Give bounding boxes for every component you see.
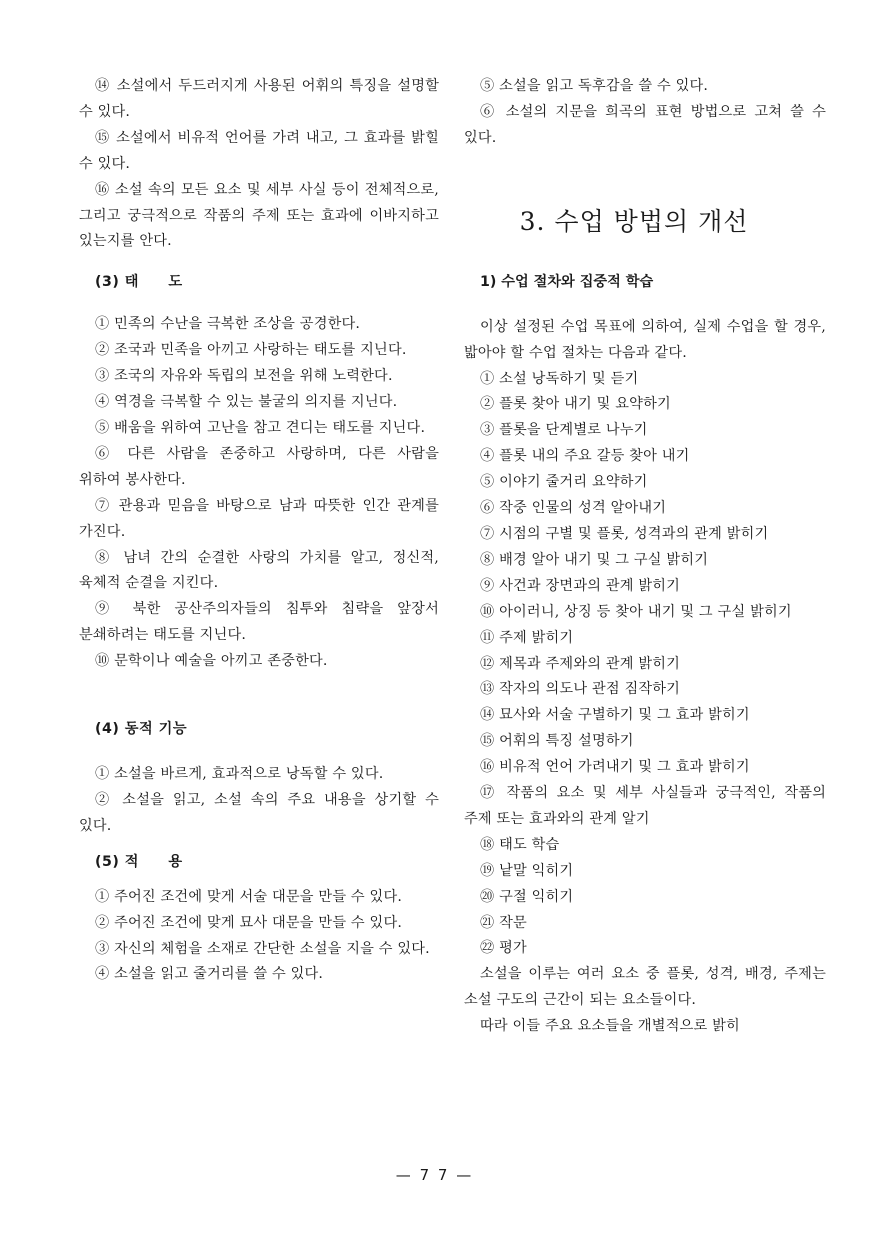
procedure-item: ⑫ 제목과 주제와의 관계 밝히기 bbox=[480, 655, 681, 672]
right-column bbox=[464, 74, 826, 1040]
procedure-item: ⑦ 시점의 구별 및 플롯, 성격과의 관계 밝히기 bbox=[480, 525, 769, 542]
page-number: — 7 7 — bbox=[395, 1166, 474, 1184]
objective-item-14: ⑭ 소설에서 두드러지게 사용된 어휘의 특징을 설명할 수 있다. bbox=[79, 78, 439, 120]
attitude-item: ⑥ 다른 사람을 존중하고 사랑하며, 다른 사람을 위하여 봉사한다. bbox=[79, 445, 439, 488]
procedure-item: ④ 플롯 내의 주요 갈등 찾아 내기 bbox=[480, 448, 690, 465]
attitude-item: ⑨ 북한 공산주의자들의 침투와 침략을 앞장서 분쇄하려는 태도를 지닌다. bbox=[79, 601, 439, 644]
procedure-item: ⑨ 사건과 장면과의 관계 밝히기 bbox=[480, 577, 681, 594]
procedure-item: ⑭ 묘사와 서술 구별하기 및 그 효과 밝히기 bbox=[480, 707, 750, 724]
procedure-item: ⑳ 구절 익히기 bbox=[480, 888, 574, 905]
attitude-item: ① 민족의 수난을 극복한 조상을 공경한다. bbox=[95, 316, 361, 333]
procedure-item: ⑬ 작자의 의도나 관점 짐작하기 bbox=[480, 681, 681, 698]
procedure-item: ⑱ 태도 학습 bbox=[480, 836, 560, 853]
procedure-item: ⑤ 이야기 줄거리 요약하기 bbox=[480, 474, 648, 491]
procedure-item: ⑲ 낱말 익히기 bbox=[480, 862, 574, 879]
motor-skills-heading: (4) 동적 기능 bbox=[95, 721, 188, 738]
procedure-item: ㉒ 평가 bbox=[480, 940, 527, 957]
left-column bbox=[79, 74, 439, 988]
closing-paragraph: 소설을 이루는 여러 요소 중 플롯, 성격, 배경, 주제는 소설 구도의 근간이 되는 요소들이다. bbox=[464, 966, 826, 1009]
procedure-item: ⑯ 비유적 언어 가려내기 및 그 효과 밝히기 bbox=[480, 759, 750, 776]
procedure-item: ⑪ 주제 밝히기 bbox=[480, 629, 574, 646]
motor-skill-item: ② 소설을 읽고, 소설 속의 주요 내용을 상기할 수 있다. bbox=[79, 791, 439, 834]
application-item: ④ 소설을 읽고 줄거리를 쓸 수 있다. bbox=[95, 966, 324, 983]
procedure-item: ① 소설 낭독하기 및 듣기 bbox=[480, 370, 639, 387]
procedure-item: ⑰ 작품의 요소 및 세부 사실들과 궁극적인, 작품의 주제 또는 효과와의 관계 알기 bbox=[464, 785, 826, 827]
section-heading: 3. 수업 방법의 개선 bbox=[519, 206, 749, 236]
attitude-item: ⑦ 관용과 믿음을 바탕으로 남과 따뜻한 인간 관계를 가진다. bbox=[79, 497, 439, 540]
procedure-item: ⑩ 아이러니, 상징 등 찾아 내기 및 그 구실 밝히기 bbox=[480, 603, 792, 620]
procedure-item: ㉑ 작문 bbox=[480, 914, 527, 931]
attitude-item: ⑩ 문학이나 예술을 아끼고 존중한다. bbox=[95, 653, 328, 670]
attitude-heading: (3) 태 도 bbox=[95, 274, 183, 291]
procedure-item: ⑮ 어휘의 특징 설명하기 bbox=[480, 733, 634, 750]
application-item: ① 주어진 조건에 맞게 서술 대문을 만들 수 있다. bbox=[95, 888, 403, 905]
attitude-item: ④ 역경을 극복할 수 있는 불굴의 의지를 지닌다. bbox=[95, 394, 398, 411]
application-item: ⑤ 소설을 읽고 독후감을 쓸 수 있다. bbox=[480, 78, 709, 94]
procedure-item: ⑧ 배경 알아 내기 및 그 구실 밝히기 bbox=[480, 551, 709, 568]
attitude-item: ⑤ 배움을 위하여 고난을 참고 견디는 태도를 지닌다. bbox=[95, 419, 426, 436]
application-item: ⑥ 소설의 지문을 희곡의 표현 방법으로 고쳐 쓸 수 있다. bbox=[464, 103, 826, 146]
application-item: ③ 자신의 체험을 소재로 간단한 소설을 지을 수 있다. bbox=[95, 940, 430, 957]
procedure-item: ② 플롯 찾아 내기 및 요약하기 bbox=[480, 396, 671, 413]
closing-paragraph: 따라 이들 주요 요소들을 개별적으로 밝히 bbox=[480, 1018, 740, 1035]
attitude-item: ③ 조국의 자유와 독립의 보전을 위해 노력한다. bbox=[95, 368, 393, 385]
attitude-item: ② 조국과 민족을 아끼고 사랑하는 태도를 지닌다. bbox=[95, 342, 407, 359]
objective-item-15: ⑮ 소설에서 비유적 언어를 가려 내고, 그 효과를 밝힐 수 있다. bbox=[79, 129, 439, 172]
application-heading: (5) 적 용 bbox=[95, 853, 183, 870]
application-item: ② 주어진 조건에 맞게 묘사 대문을 만들 수 있다. bbox=[95, 914, 403, 931]
procedure-item: ③ 플롯을 단계별로 나누기 bbox=[480, 422, 648, 439]
motor-skill-item: ① 소설을 바르게, 효과적으로 낭독할 수 있다. bbox=[95, 766, 384, 783]
attitude-item: ⑧ 남녀 간의 순결한 사랑의 가치를 알고, 정신적, 육체적 순결을 지킨다. bbox=[79, 549, 439, 592]
objective-item-16: ⑯ 소설 속의 모든 요소 및 세부 사실 등이 전체적으로, 그리고 궁극적으로 작품의 주제 또는 효과에 이바지하고 있는지를 안다. bbox=[79, 181, 439, 250]
procedure-item: ⑥ 작중 인물의 성격 알아내기 bbox=[480, 500, 667, 517]
intro-paragraph: 이상 설정된 수업 목표에 의하여, 실제 수업을 할 경우, 밟아야 할 수업 절차는 다음과 같다. bbox=[464, 318, 826, 361]
subsection-heading: 1) 수업 절차와 집중적 학습 bbox=[480, 273, 654, 290]
